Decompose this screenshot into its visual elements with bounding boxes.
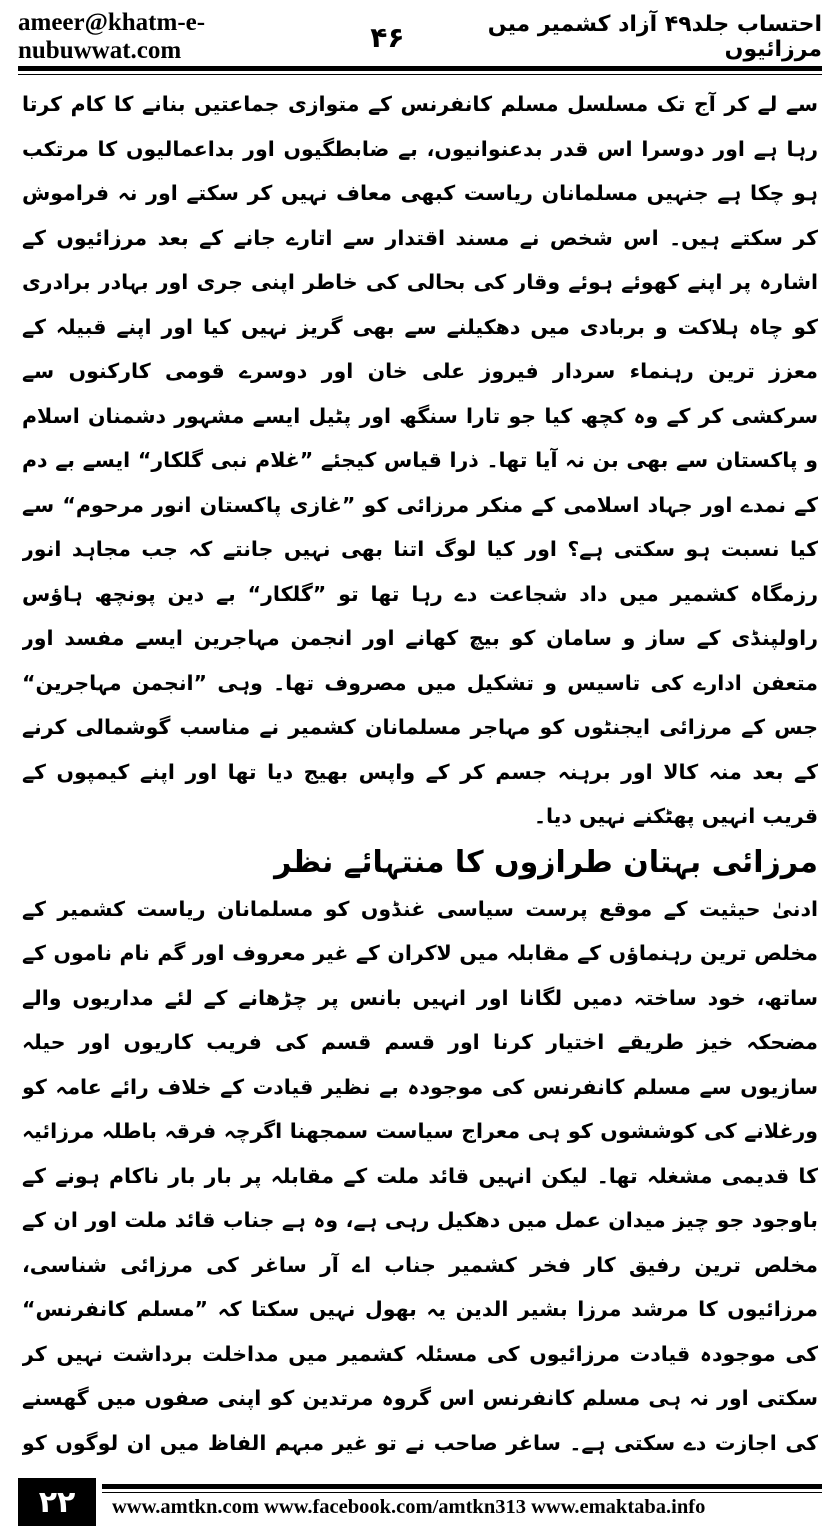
page-body xyxy=(22,82,818,1462)
footer-rule-thin xyxy=(102,1492,822,1493)
footer-links: www.amtkn.com www.facebook.com/amtkn313 www.emaktaba.info xyxy=(112,1496,706,1518)
header-rule-thin xyxy=(18,74,822,75)
page-header xyxy=(18,10,822,64)
body-paragraph-2: ادنیٰ حیثیت کے موقع پرست سیاسی غنڈوں کو مسلمانان ریاست کشمیر کے مخلص ترین رہنماؤں کے مقابلہ میں لاکران کے غیر معروف اور گم نام ناموں کے ساتھ، خود ساختہ دمیں لگانا اور انہیں بانس پر چڑھانے کے لئے مداریوں والے مضحکہ خیز طریقے اختیار کرنا اور قسم قسم کی فریب کاریوں اور حیلہ سازیوں سے مسلم کانفرنس کی موجودہ بے نظیر قیادت کے خلاف رائے عامہ کو ورغلانے کی کوششوں کو ہی معراج سیاست سمجھنا اگرچہ فرقہ باطلہ مرزائیہ کا قدیمی مشغلہ تھا۔ لیکن انہیں قائد ملت کے مقابلہ پر بار بار ناکام ہونے کے باوجود جو چیز میدان عمل میں دھکیل رہی ہے، وہ ہے جناب قائد ملت اور ان کے مخلص ترین رفیق کار فخر کشمیر جناب اے آر ساغر کی مرزائی شناسی، مرزائیوں کا مرشد مرزا بشیر الدین یہ بھول نہیں سکتا کہ ”مسلم کانفرنس“ کی موجودہ قیادت مرزائیوں کی مسئلہ کشمیر میں مداخلت برداشت نہیں کر سکتی اور نہ ہی مسلم کانفرنس اس گروہ مرتدین کو اپنی صفوں میں گھسنے کی اجازت دے سکتی ہے۔ ساغر صاحب نے تو غیر مبہم الفاظ میں ان لوگوں کو xyxy=(22,896,818,1455)
header-rule-thick xyxy=(18,66,822,71)
header-email: ameer@khatm-e-nubuwwat.com xyxy=(18,9,206,64)
body-paragraph-1: سے لے کر آج تک مسلسل مسلم کانفرنس کے متوازی جماعتیں بنانے کا کام کرتا رہا ہے اور دوسرا اس قدر بدعنوانیوں، بے ضابطگیوں اور بداعمالیوں کا مرتکب ہو چکا ہے جنہیں مسلمانان ریاست کبھی معاف نہیں کر سکتے اور نہ فراموش کر سکتے ہیں۔ اس شخص نے مسند اقتدار سے اتارے جانے کے بعد مرزائیوں کے اشارہ پر اپنے کھوئے ہوئے وقار کی بحالی کی خاطر اپنی جری اور بہادر برادری کو چاہ ہلاکت و بربادی میں دھکیلنے سے بھی گریز نہیں کیا اور اپنے قبیلہ کے معزز ترین رہنماء سردار فیروز علی خان اور دوسرے قومی کارکنوں سے سرکشی کر کے وہ کچھ کیا جو تارا سنگھ اور پٹیل ایسے مشہور دشمنان اسلام و پاکستان سے بھی بن نہ آیا تھا۔ ذرا قیاس کیجئے ”غلام نبی گلکار“ ایسے بے دم کے نمدے اور جہاد اسلامی کے منکر مرزائی کو ”غازی پاکستان انور مرحوم“ سے کیا نسبت ہو سکتی ہے؟ اور کیا لوگ اتنا بھی نہیں جانتے کہ جب مجاہد انور رزمگاہ کشمیر میں داد شجاعت دے رہا تھا تو ”گلکار“ بے دین پونچھ ہاؤس راولپنڈی کے ساز و سامان کو بیچ کھانے اور انجمن مہاجرین ایسے مفسد اور متعفن ادارے کی تاسیس و تشکیل میں مصروف تھا۔ وہی ”انجمن مہاجرین“ جس کے مرزائی ایجنٹوں کو مہاجر مسلمانان کشمیر نے مناسب گوشمالی کرنے کے بعد منہ کالا اور برہنہ جسم کر کے واپس بھیج دیا تھا اور اپنے کیمپوں کے قریب انہیں پھٹکنے نہیں دیا۔ xyxy=(22,92,818,828)
footer-rule-thick xyxy=(102,1484,822,1489)
page-footer xyxy=(18,1478,822,1530)
header-page-number: ۴۶ xyxy=(370,20,405,54)
header-left xyxy=(18,9,404,65)
running-title: احتساب جلد۴۹ آزاد کشمیر میں مرزائیوں xyxy=(487,12,822,62)
section-heading: مرزائی بہتان طرازوں کا منتہائے نظر xyxy=(274,844,818,880)
footer-page-number: ۲۲ xyxy=(18,1478,96,1526)
